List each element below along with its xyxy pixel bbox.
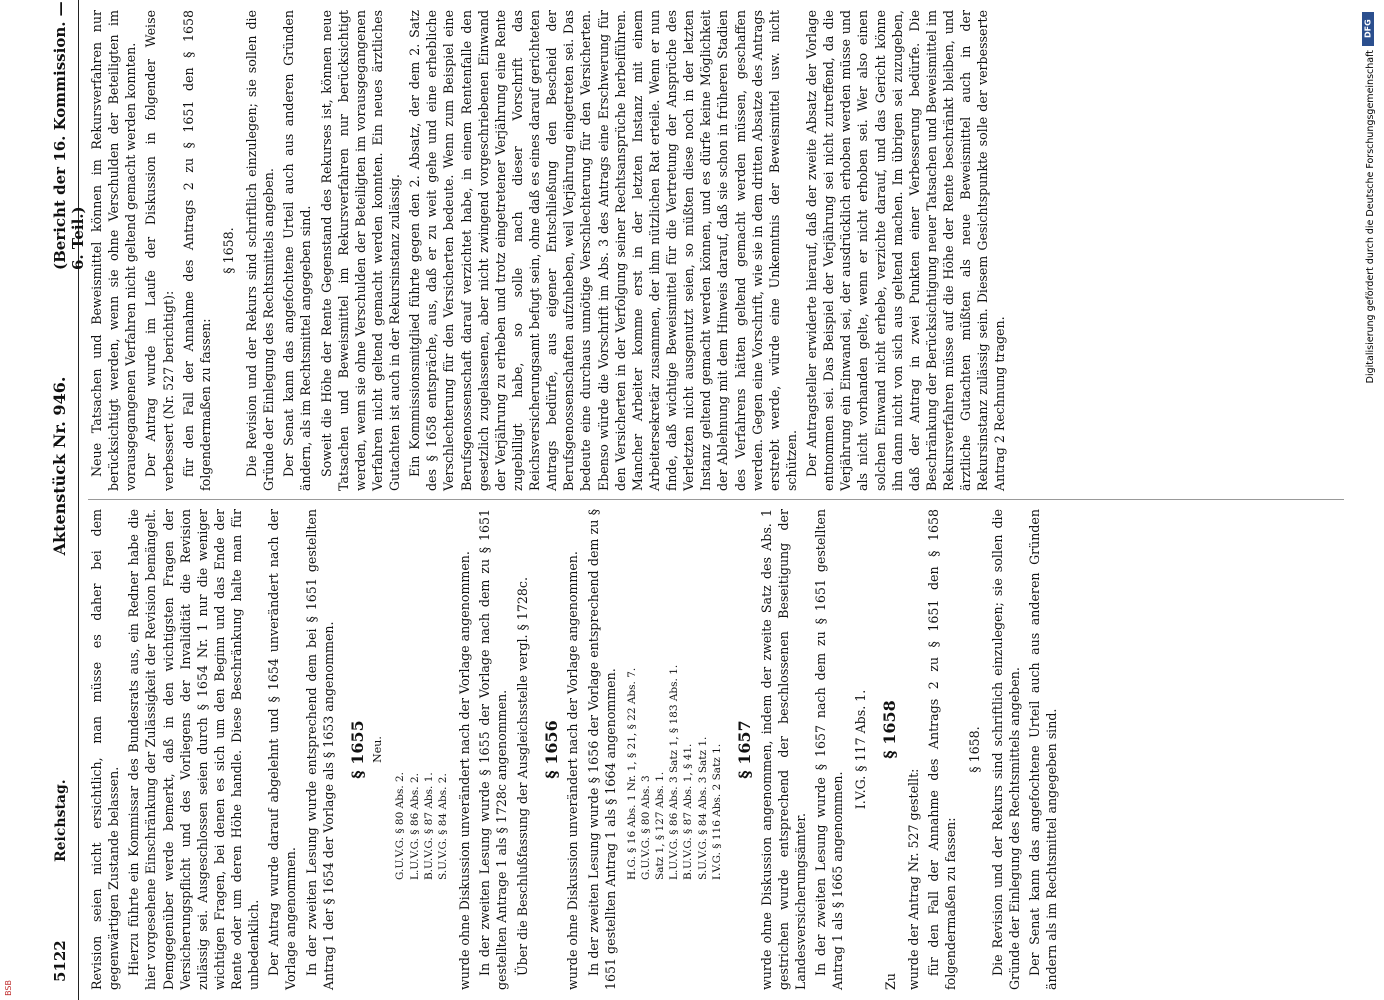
reference-line: G.U.V.G. § 80 Abs. 2. <box>394 771 407 880</box>
section-heading-1655: § 1655 <box>347 720 367 779</box>
paragraph: Die Revision und der Rekurs sind schriftlich einzulegen; sie sollen die Gründe der Einlegung des Rechtsmittels angeben. <box>244 10 277 491</box>
paragraph: In der zweiten Lesung wurde § 1657 nach dem zu § 1651 gestellten Antrag 1 als § 1665 angenommen. <box>813 509 846 990</box>
digitization-note: Digitalisierung gefördert durch die Deutsche Forschungsgemeinschaft <box>1365 50 1376 384</box>
paragraph: Revision seien nicht ersichtlich, man müsse es daher bei dem gegenwärtigen Zustande belassen. <box>89 509 122 990</box>
reference-line: L.U.V.G. § 86 Abs. 2. <box>408 773 421 880</box>
header-center: Aktenstück Nr. 946. <box>50 376 69 556</box>
reference-line: S.U.V.G. § 84 Abs. 2. <box>436 773 449 880</box>
paragraph: Der Senat kann das angefochtene Urteil auch aus anderen Gründen ändern, als im Rechtsmittel angegeben sind. <box>281 10 314 491</box>
reference-line: I.V.G. § 116 Abs. 2 Satz 1. <box>710 743 723 880</box>
paragraph: Hierzu führte ein Kommissar des Bundesrats aus, ein Redner habe die hier vorgesehene Einschränkung der Zulässigkeit der Revision bemängelt. Demgegenüber werde bemerkt, daß in den wichtigsten Fragen der Versicherungspflicht und des Vorliegens der Invalidität die Revision zulässig sei. Ausgeschlossen seien durch § 1654 Nr. 1 nur die weniger wichtigen Fragen, bei denen es sich um den Beginn und das Ende der Rente oder um deren Höhe handle. Diese Beschränkung halte man für unbedenklich. <box>126 509 262 990</box>
reference-list-1657 <box>625 509 724 880</box>
paragraph: Ein Kommissionsmitglied führte gegen den 2. Absatz, der dem 2. Satz des § 1658 entspräche, aus, daß er zu weit gehe und eine erhebliche Verschlechterung für den Versicherten bedeute. Wenn zum Beispiel eine Berufsgenossenschaft darauf verzichtet habe, in einem Rentenfalle den gesetzlich zugelassenen, aber nicht zwingend vorgeschriebenen Einwand der Verjährung zu erheben und trotz eingetretener Verjährung eine Rente zugebilligt habe, so solle nach dieser Vorschrift das Reichsversicherungsamt befugt sein, ohne daß es eines darauf gerichteten Antrags bedürfe, aus eigener Entschließung den Bescheid der Berufsgenossenschaften aufzuheben, weil Verjährung eingetreten sei. Das bedeute eine durchaus unnötige Verschlechterung für den Versicherten. Ebenso würde die Vorschrift im Abs. 3 des Antrags eine Erschwerung für den Versicherten in der Verfolgung seiner Rechtsansprüche herbeiführen. Mancher Arbeiter komme erst in der letzten Instanz mit einem Arbeitersekretär zusammen, der ihm nützlichen Rat erteile. Wenn er nun finde, daß wichtige Beweismittel für die Vertretung der Ansprüche des Verletzten nicht ausgenutzt seien, so müßten diese noch in der letzten Instanz geltend gemacht werden können, und es dürfe keine Möglichkeit der Ablehnung mit dem Hinweis darauf, daß sie schon in früheren Stadien des Verfahrens hätten geltend gemacht werden müssen, geschaffen werden. Gegen eine Vorschrift, wie sie in dem dritten Absatze des Antrags erstrebt werde, würde eine Unkenntnis der Beweismittel usw. nicht schützen. <box>407 10 799 491</box>
paragraph: für den Fall der Annahme des Antrags 2 zu § 1651 den § 1658 folgendermaßen zu fassen: <box>926 509 959 990</box>
paragraph: wurde ohne Diskussion angenommen, indem der zweite Satz des Abs. 1 gestrichen wurde entsprechend der beschlossenen Beseitigung der Landesversicherungsämter. <box>758 509 808 990</box>
reference-list-1655 <box>393 509 450 880</box>
subsection-heading: § 1658. <box>220 227 236 274</box>
text-columns <box>88 0 1344 1000</box>
reference-line: G.U.V.G. § 80 Abs. 3 <box>639 775 652 880</box>
section-heading-1657: § 1657 <box>734 720 754 779</box>
right-column <box>88 10 1344 491</box>
left-column <box>88 509 1344 990</box>
paragraph: für den Fall der Annahme des Antrags 2 zu § 1651 den § 1658 folgendermaßen zu fassen: <box>180 10 213 491</box>
paragraph: Die Revision und der Rekurs sind schriftlich einzulegen; sie sollen die Gründe der Einlegung des Rechtsmittels angeben. <box>989 509 1022 990</box>
paragraph: Soweit die Höhe der Rente Gegenstand des Rekurses ist, können neue Tatsachen und Beweismittel im Rekursverfahren nur berücksichtigt werden, wenn sie ohne Verschulden der Beteiligten im vorausgegangenen Verfahren nicht geltend gemacht werden konnten. Ein neues ärztliches Gutachten ist auch in der Rekursinstanz zulässig. <box>318 10 402 491</box>
paragraph: Der Senat kann das angefochtene Urteil auch aus anderen Gründen ändern als im Rechtsmittel angegeben sind. <box>1026 509 1060 990</box>
reference-line: L.U.V.G. § 86 Abs. 3 Satz 1, § 183 Abs. 1. <box>668 664 681 880</box>
subsection-heading: § 1658. <box>966 726 982 773</box>
paragraph: wurde der Antrag Nr. 527 gestellt: <box>906 768 922 990</box>
reference-line: Satz 1, § 127 Abs. 1. <box>654 771 667 880</box>
paragraph: Der Antragsteller erwiderte hierauf, daß der zweite Absatz der Vorlage entnommen sei. Das Beispiel der Verjährung sei nicht zutreffend, da die Verjährung ein Einwand sei, der ausdrücklich erhoben werden müsse und als nicht vorhanden gelte, wenn er nicht erhoben sei. Wer also einen solchen Einwand nicht erhebe, verzichte darauf, und das Gericht könne ihn dann nicht von sich aus geltend machen. Im übrigen sei zuzugeben, daß der Antrag in zwei Punkten einer Verbesserung bedürfe. Die Beschränkung der Berücksichtigung neuer Tatsachen und Beweismittel im Rekursverfahren müsse auf die Höhe der Rente beschränkt bleiben, und ärztliche Gutachten müßten als neue Beweismittel auch in der Rekursinstanz zulässig sein. Diesem Gesichtspunkte solle der verbesserte Antrag 2 Rechnung tragen. <box>804 10 1008 491</box>
paragraph: Der Antrag wurde darauf abgelehnt und § 1654 unverändert nach der Vorlage angenommen. <box>266 509 299 990</box>
reference-line: H.G. § 16 Abs. 1 Nr. 1, § 21, § 22 Abs. 7. <box>625 667 638 880</box>
reference-line: I.V.G. § 117 Abs. 1. <box>853 689 869 810</box>
reference-line: S.U.V.G. § 84 Abs. 3 Satz 1. <box>696 736 709 880</box>
zu-section-line <box>875 509 905 990</box>
paragraph: In der zweiten Lesung wurde § 1656 der Vorlage entsprechend dem zu § 1651 gestellten Antrag 1 als § 1664 angenommen. <box>585 509 618 990</box>
page-header <box>50 0 87 1000</box>
paragraph: wurde ohne Diskussion unverändert nach der Vorlage angenommen. <box>565 551 581 990</box>
reference-line: B.U.V.G. § 87 Abs. 1, § 41. <box>682 743 695 880</box>
paragraph: Der Antrag wurde im Laufe der Diskussion in folgender Weise verbessert (Nr. 527 berichtigt): <box>143 10 176 491</box>
section-heading-1656: § 1656 <box>541 720 561 779</box>
section-subheading: Neu. <box>370 736 384 763</box>
paragraph: In der zweiten Lesung wurde entsprechend dem bei § 1651 gestellten Antrag 1 der § 1654 der Vorlage als § 1653 angenommen. <box>303 509 336 990</box>
reference-line: B.U.V.G. § 87 Abs. 1. <box>422 772 435 880</box>
header-right: (Bericht der 16. Kommission. — 6. Teil.) <box>51 1 87 270</box>
paragraph: wurde ohne Diskussion unverändert nach der Vorlage angenommen. <box>457 551 473 990</box>
dfg-logo: DFG <box>1362 12 1374 46</box>
library-stamp: BSB <box>4 980 13 996</box>
zu-label: Zu <box>883 973 899 990</box>
paragraph: Neue Tatsachen und Beweismittel können im Rekursverfahren nur berücksichtigt werden, wenn sie ohne Verschulden der Beteiligten im vorausgegangenen Verfahren nicht geltend gemacht werden konnten. <box>89 10 139 491</box>
page-number: 5122 <box>51 940 69 982</box>
section-heading-1658: § 1658 <box>880 700 900 759</box>
header-left: Reichstag. <box>53 779 69 862</box>
paragraph: Über die Beschlußfassung der Ausgleichsstelle vergl. § 1728c. <box>514 577 530 976</box>
paragraph: In der zweiten Lesung wurde § 1655 der Vorlage nach dem zu § 1651 gestellten Antrage 1 als § 1728c angenommen. <box>477 509 510 990</box>
